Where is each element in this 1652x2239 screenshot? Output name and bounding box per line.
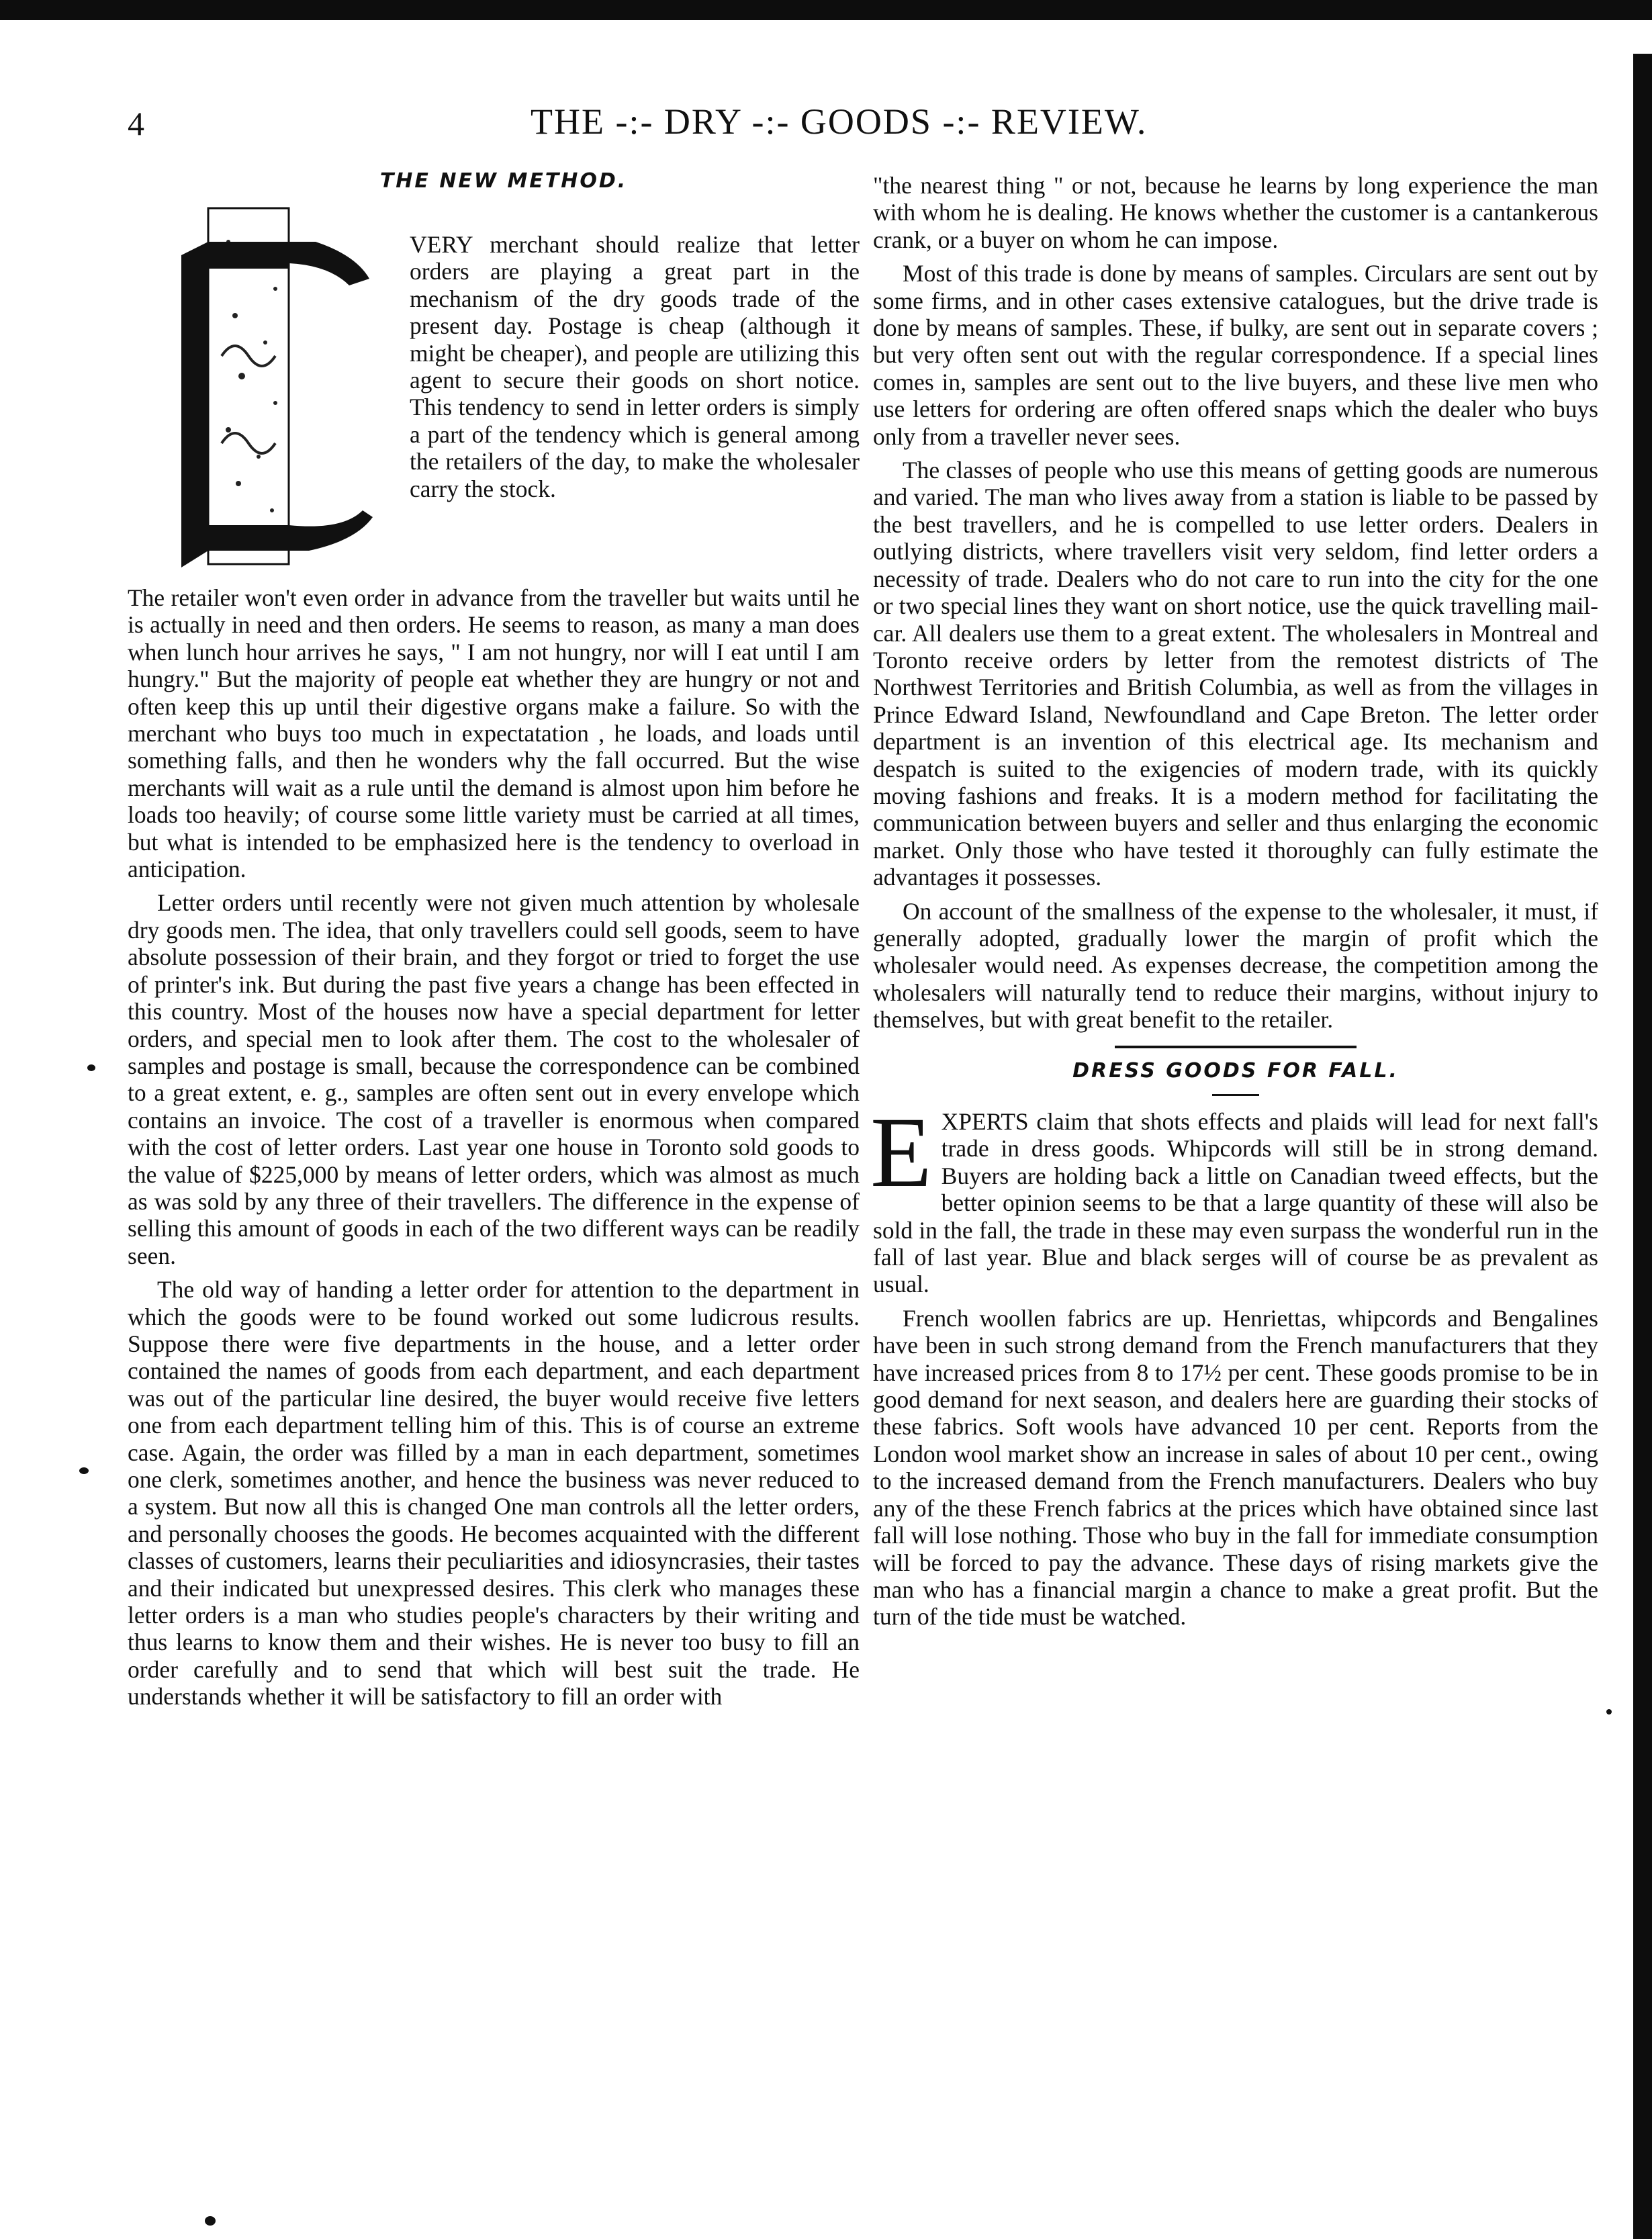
paragraph-classes-of-people: The classes of people who use this means of getting goods are numerous and varied. The man who lives away from a station is liable to be passed by the best travellers, and he is compelled to use letter orders. Dealers in outlying districts, where travellers visit very seldom, find letter orders a necessity of trade. Dealers who do not care to run into the city for the one or two special lines they want on short notice, use the quick travelling mail-car. All dealers use them to a great extent. The wholesalers in Montreal and Toronto receive orders by letter from the remotest districts of The Northwest Territories and British Columbia, as well as from the villages in Prince Edward Island, Newfoundland and Cape Breton. The letter order department is an invention of this electrical age. Its mechanism and despatch is suited to the exigencies of modern trade, with its quickly moving fashions and freaks. It is a modern method for facilitating the communication between buyers and seller and thus enlarging the economic market. Only those who have tested it thoroughly can fully estimate the advantages it possesses. bbox=[873, 457, 1598, 891]
paragraph-samples: Most of this trade is done by means of samples. Circulars are sent out by some firms, and in other cases extensive catalogues, but the drive trade is done by means of samples. These, if bulky, are sent out in separate covers ; but very often sent out with the regular correspondence. If a special lines comes in, samples are sent out to the live buyers, and these live men who use letters for ordering are often offered snaps which the dealer who buys only from a traveller never sees. bbox=[873, 260, 1598, 450]
paragraph-opening-continued: The retailer won't even order in advance from the traveller but waits until he is actually in need and then orders. He seems to reason, as many a man does when lunch hour arrives he says, " I am not hungry, nor will I eat until I am hungry." But the majority of people eat whether they are hungry or not and often keep this up until their digestive organs make a failure. So with the merchant who buys too much in expectatation , he loads, and loads until something falls, and then he wonders why the fall occurred. But the wise merchants will wait as a rule until the demand is almost upon him before he loads too heavily; of course some little variety must be carried at all times, but what is intended to be emphasized here is the tendency to overload in anticipation. bbox=[128, 584, 860, 883]
right-border bbox=[1633, 54, 1652, 2239]
paragraph-nearest-thing: "the nearest thing " or not, because he learns by long experience the man with whom he is dealing. He knows whether the customer is a cantankerous crank, or a buyer on whom he can impose. bbox=[873, 172, 1598, 253]
print-speck bbox=[87, 1064, 95, 1071]
paragraph-smallness-of-expense: On account of the smallness of the expense to the wholesaler, it must, if generally adopted, gradually lower the margin of profit which the wholesaler would need. As expenses decrease, the competition among the wholesalers will naturally tend to reduce their margins, without injury to themselves, but with great benefit to the retailer. bbox=[873, 897, 1598, 1034]
top-border bbox=[0, 0, 1652, 20]
print-speck bbox=[1606, 1709, 1612, 1715]
print-speck bbox=[79, 1467, 89, 1474]
paragraph-french-woollen: French woollen fabrics are up. Henriettas, whipcords and Bengalines have been in such strong demand from the French manufacturers that they have increased prices from 8 to 17½ per cent. These goods promise to be in good demand for next season, and dealers here are guarding their stocks of these fabrics. Soft wools have advanced 10 per cent. Reports from the London wool market show an increase in sales of about 10 per cent., owing to the increased demand from the French manufacturers. Dealers who buy any of the these French fabrics at the prices which have obtained since last fall will lose nothing. Those who buy in the fall for immediate consumption will be forced to pay the advance. These days of rising markets give the man who has a financial margin a chance to make a great profit. But the turn of the tide must be watched. bbox=[873, 1304, 1598, 1631]
paragraph-letter-orders: Letter orders until recently were not given much attention by wholesale dry goods men. The idea, that only travellers could sell goods, seem to have absolute possession of their brain, and they forgot or tried to forget the use of printer's ink. But during the past five years a change has been effected in this country. Most of the houses now have a special department for letter orders, and special men to look after them. The cost to the wholesaler of samples and postage is small, because the correspondence can be combined to a great extent, e. g., samples are often sent out in every envelope which contains an invoice. The cost of a traveller is enormous when compared with the cost of letter orders. Last year one house in Toronto sold goods to the value of $225,000 by means of letter orders, which was almost as much as was sold by any three of their travellers. The difference in the expense of selling this amount of goods in each of the two different ways can be readily seen. bbox=[128, 889, 860, 1269]
drop-cap-e: E bbox=[870, 1097, 932, 1208]
title-underline bbox=[1212, 1094, 1259, 1096]
masthead-title: THE -:- DRY -:- GOODS -:- REVIEW. bbox=[531, 101, 1148, 142]
paragraph-opening: VERY merchant should realize that letter orders are playing a great part in the mechanism of the dry goods trade of the present day. Postage is cheap (although it might be cheaper), and people are utilizing this agent to secure their goods on short notice. This tendency to send in letter orders is simply a part of the tendency which is general among the retailers of the day, to make the wholesaler carry the stock. bbox=[410, 231, 860, 502]
article-title-new-method: THE NEW METHOD. bbox=[379, 169, 628, 193]
page-number: 4 bbox=[128, 105, 144, 142]
print-speck bbox=[205, 2216, 216, 2226]
article-title-dress-goods: DRESS GOODS FOR FALL. bbox=[1072, 1058, 1399, 1083]
section-divider bbox=[1115, 1046, 1357, 1048]
dress-goods-body bbox=[870, 1097, 1598, 1631]
article1-opening-wrapped bbox=[410, 231, 860, 502]
left-column bbox=[128, 584, 860, 1710]
right-column bbox=[870, 172, 1598, 1631]
paragraph-old-way: The old way of handing a letter order for attention to the department in which the goods were to be found worked out some ludicrous results. Suppose there were five departments in the house, and a letter order contained the names of goods from each department, and each department was out of the particular line desired, the buyer would receive five letters one from each department telling him of this. This is of course an extreme case. Again, the order was filled by a man in each department, sometimes one clerk, sometimes another, and hence the business was never reduced to a system. But now all this is changed One man controls all the letter orders, and personally chooses the goods. He becomes acquainted with the different classes of customers, learns their peculiarities and idiosyncrasies, their tastes and their indicated but unexpressed desires. This clerk who manages these letter orders is a man who studies people's characters by their writing and thus learns to know them and their wishes. He is never too busy to fill an order carefully and to send that which will best suit the trade. He understands whether it will be satisfactory to fill an order with bbox=[128, 1276, 860, 1710]
paragraph-experts: XPERTS claim that shots effects and plaids will lead for next fall's trade in dress goods. Whipcords will still be in strong demand. Buyers are holding back a little on Canadian tweed effects, but the better opinion seems to be that a large quantity of these will also be sold in the fall, the trade in these may even surpass the wonderful run in the fall of last year. Blue and black serges will of course be as prevalent as usual. bbox=[873, 1108, 1598, 1298]
ornamental-drop-cap bbox=[181, 201, 376, 578]
